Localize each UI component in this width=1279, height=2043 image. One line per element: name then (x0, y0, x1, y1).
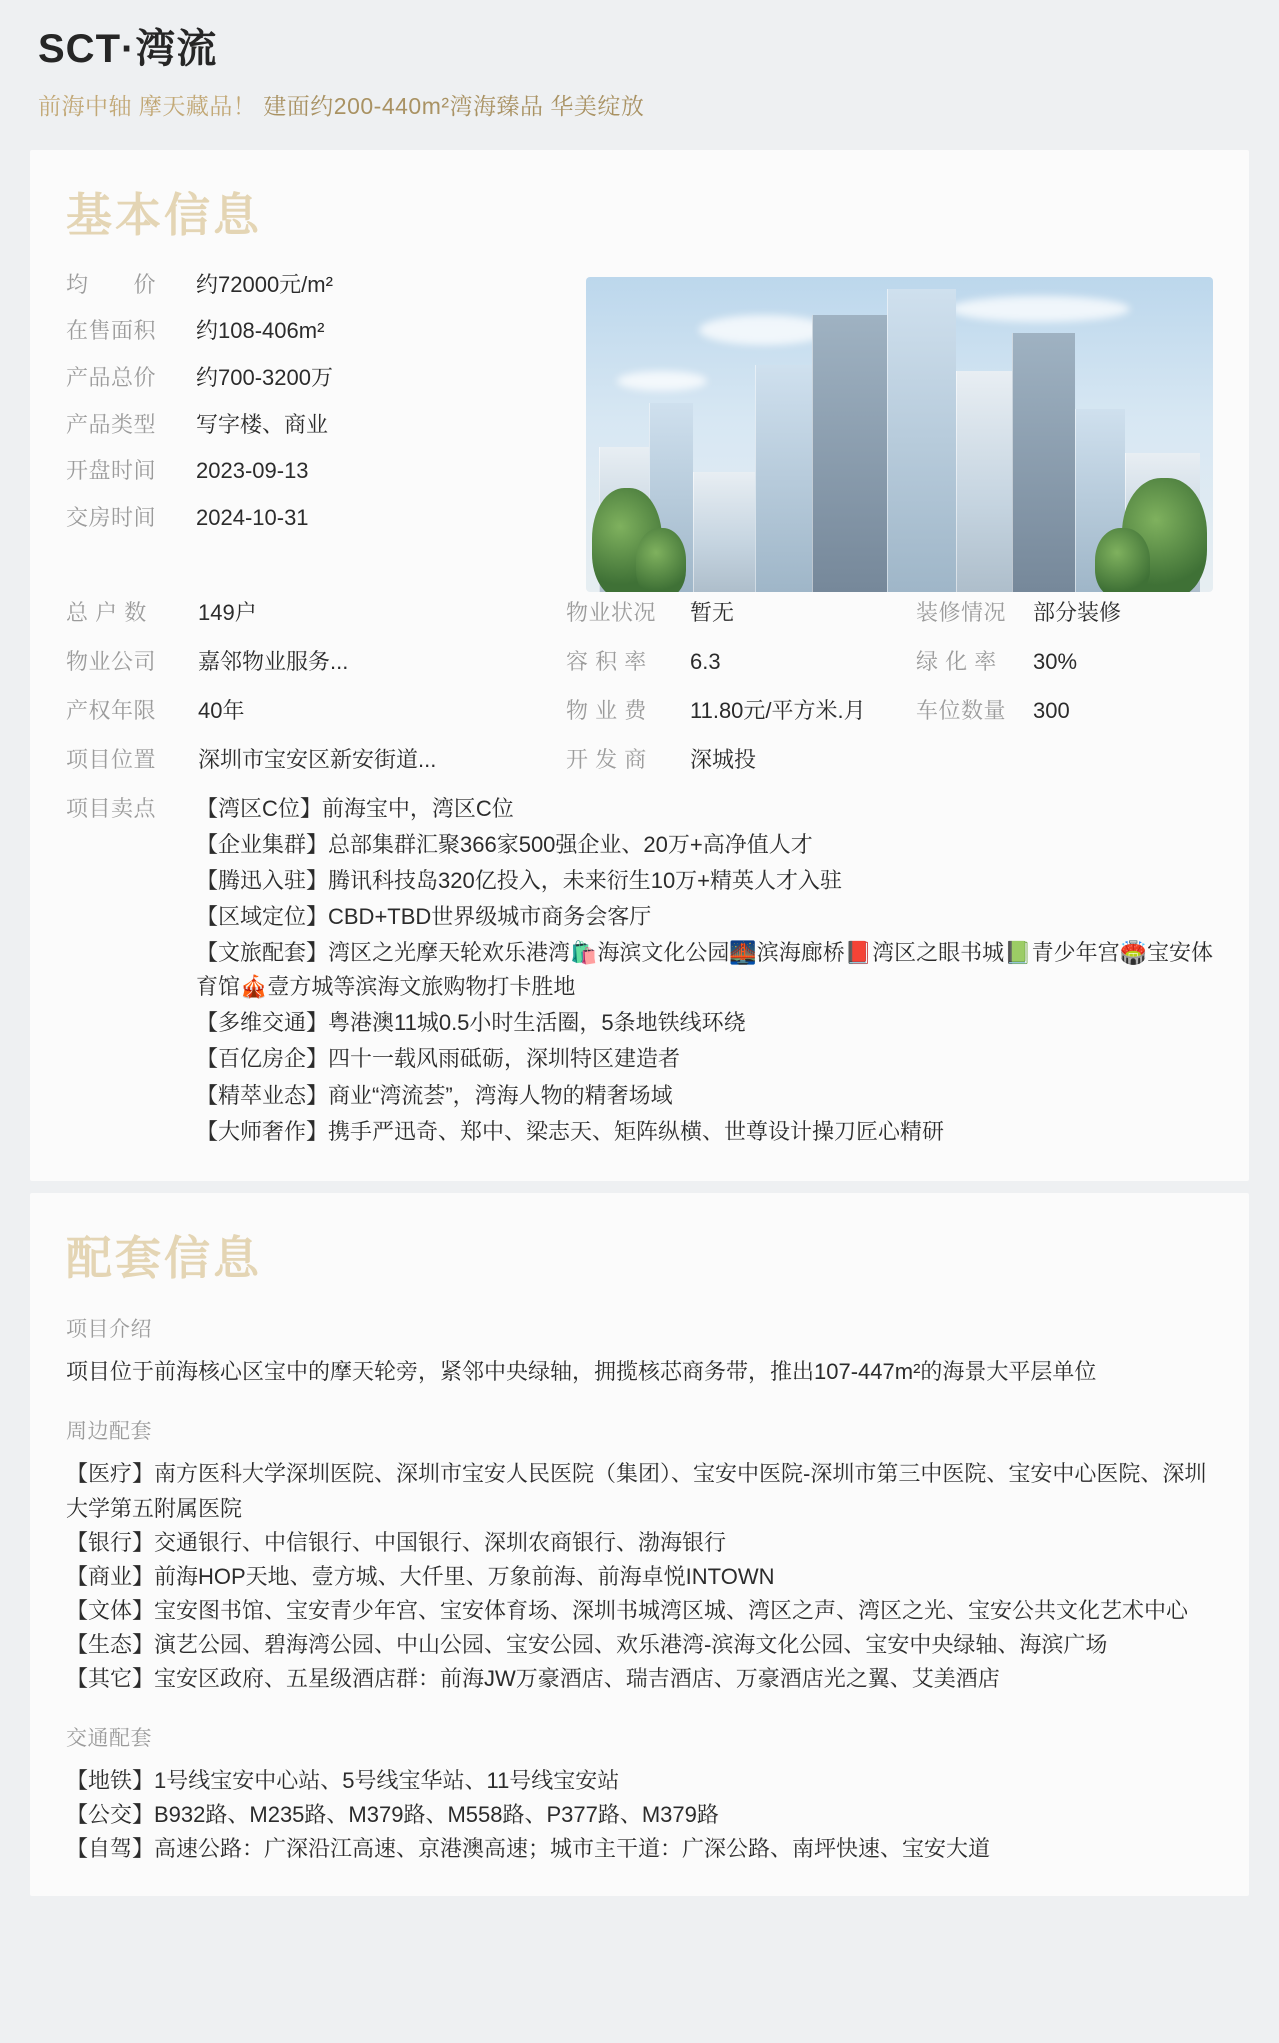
selling-point-item: 【湾区C位】前海宝中，湾区C位 (196, 795, 514, 821)
selling-points-label: 项目卖点 (66, 795, 157, 821)
selling-point-item: 【精萃业态】商业“湾流荟”，湾海人物的精奢场域 (196, 1082, 673, 1108)
stat-property-status-label: 物业状况 (566, 599, 657, 625)
basic-info-stat-grid (66, 596, 1213, 774)
stat-developer-value: 深城投 (690, 746, 757, 772)
field-total-price-value: 约700-3200万 (196, 364, 333, 390)
stat-parking-count-label: 车位数量 (916, 697, 1007, 723)
selling-point-item: 【百亿房企】四十一载风雨砥砺，深圳特区建造者 (196, 1046, 681, 1072)
stat-property-company (66, 645, 566, 676)
selling-points-body (186, 792, 1213, 1151)
project-intro-text: 项目位于前海核心区宝中的摩天轮旁，紧邻中央绿轴，拥揽核芯商务带，推出107-447m²的海景大平层单位 (66, 1359, 1097, 1385)
stat-total-units (66, 596, 566, 627)
basic-info-top (66, 271, 1213, 592)
stat-developer (566, 743, 916, 774)
basic-info-card (30, 150, 1249, 1181)
around-facility-item: 【文体】宝安图书馆、宝安青少年宫、宝安体育场、深圳书城湾区城、湾区之声、湾区之光、宝安公共文化艺术中心 (66, 1597, 1189, 1623)
facility-info-title: 配套信息 (66, 1231, 262, 1284)
around-facility-item: 【商业】前海HOP天地、壹方城、大仟里、万象前海、前海卓悦INTOWN (66, 1563, 775, 1589)
field-delivery-date-label: 交房时间 (66, 504, 157, 530)
project-rendering-image (586, 277, 1213, 592)
stat-property-right-years (66, 694, 566, 725)
stat-row (66, 596, 1213, 627)
subtitle-part-a: 前海中轴 摩天藏品！ (38, 93, 257, 119)
traffic-facility-item: 【自驾】高速公路：广深沿江高速、京港澳高速；城市主干道：广深公路、南坪快速、宝安大道 (66, 1836, 991, 1862)
project-rendering (586, 277, 1213, 592)
stat-decoration-label: 装修情况 (916, 599, 1007, 625)
stat-property-right-years-value: 40年 (198, 697, 245, 723)
stat-plot-ratio-label: 容 积 率 (566, 648, 647, 674)
field-price (66, 271, 566, 300)
stat-project-location-label: 项目位置 (66, 746, 157, 772)
stat-property-company-label: 物业公司 (66, 648, 157, 674)
field-delivery-date-value: 2024-10-31 (196, 504, 309, 530)
selling-points (66, 792, 1213, 1151)
around-facility-item: 【其它】宝安区政府、五星级酒店群：前海JW万豪酒店、瑞吉酒店、万豪酒店光之翼、艾美酒店 (66, 1665, 1000, 1691)
selling-point-item: 【腾迅入驻】腾讯科技岛320亿投入，未来衍生10万+精英人才入驻 (196, 867, 843, 893)
stat-row (66, 743, 1213, 774)
field-product-type-value: 写字楼、商业 (196, 411, 329, 437)
page-title: SCT·湾流 (38, 27, 218, 71)
field-total-price-label: 产品总价 (66, 364, 157, 390)
page-header (0, 0, 1279, 138)
stat-developer-label: 开 发 商 (566, 746, 647, 772)
stat-property-right-years-label: 产权年限 (66, 697, 157, 723)
field-area-label: 在售面积 (66, 318, 157, 344)
selling-point-item: 【企业集群】总部集群汇聚366家500强企业、20万+高净值人才 (196, 831, 813, 857)
selling-point-item: 【文旅配套】湾区之光摩天轮欢乐港湾🛍️海滨文化公园🌉滨海廊桥📕湾区之眼书城📗青少年宫🏟️宝安体育馆🎪壹方城等滨海文旅购物打卡胜地 (196, 940, 1213, 1000)
field-product-type-label: 产品类型 (66, 411, 157, 437)
stat-row (66, 645, 1213, 676)
stat-parking-count (916, 694, 1213, 725)
stat-total-units-label: 总 户 数 (66, 599, 147, 625)
stat-total-units-value: 149户 (198, 599, 257, 625)
stat-property-fee-label: 物 业 费 (566, 697, 647, 723)
field-price-label: 均 价 (66, 271, 157, 297)
traffic-facility-item: 【公交】B932路、M235路、M379路、M558路、P377路、M379路 (66, 1802, 719, 1828)
stat-decoration (916, 596, 1213, 627)
field-open-date-value: 2023-09-13 (196, 458, 309, 484)
field-price-value: 约72000元/m² (196, 271, 333, 297)
stat-property-fee-value: 11.80元/平方米.月 (690, 697, 866, 723)
traffic-facility-item: 【地铁】1号线宝安中心站、5号线宝华站、11号线宝安站 (66, 1768, 620, 1794)
page-subtitle (38, 90, 1241, 122)
stat-property-status-value: 暂无 (690, 599, 735, 625)
field-product-type (66, 411, 566, 440)
project-intro-label: 项目介绍 (66, 1318, 152, 1342)
field-area (66, 317, 566, 346)
basic-info-fields (66, 271, 566, 551)
stat-green-ratio-label: 绿 化 率 (916, 648, 997, 674)
field-total-price (66, 364, 566, 393)
stat-plot-ratio-value: 6.3 (690, 648, 721, 674)
field-area-value: 约108-406m² (196, 318, 325, 344)
stat-row (66, 694, 1213, 725)
facility-info-card (30, 1193, 1249, 1897)
field-delivery-date (66, 504, 566, 533)
around-facility-item: 【银行】交通银行、中信银行、中国银行、深圳农商银行、渤海银行 (66, 1529, 727, 1555)
stat-property-fee (566, 694, 916, 725)
selling-point-item: 【区域定位】CBD+TBD世界级城市商务会客厅 (196, 904, 652, 930)
field-open-date-label: 开盘时间 (66, 458, 157, 484)
stat-project-location-value: 深圳市宝安区新安街道... (198, 746, 437, 772)
basic-info-title: 基本信息 (66, 189, 262, 242)
selling-point-item: 【多维交通】粤港澳11城0.5小时生活圈，5条地铁线环绕 (196, 1010, 746, 1036)
around-facility-item: 【生态】演艺公园、碧海湾公园、中山公园、宝安公园、欢乐港湾-滨海文化公园、宝安中央绿轴、海滨广场 (66, 1631, 1108, 1657)
stat-property-status (566, 596, 916, 627)
selling-point-item: 【大师奢作】携手严迅奇、郑中、梁志天、矩阵纵横、世尊设计操刀匠心精研 (196, 1118, 945, 1144)
around-facility-item: 【医疗】南方医科大学深圳医院、深圳市宝安人民医院（集团）、宝安中医院-深圳市第三中医院、宝安中心医院、深圳大学第五附属医院 (66, 1461, 1207, 1521)
traffic-facility-label: 交通配套 (66, 1727, 152, 1751)
stat-parking-count-value: 300 (1033, 697, 1070, 723)
stat-green-ratio (916, 645, 1213, 676)
around-facility-label: 周边配套 (66, 1420, 152, 1444)
stat-decoration-value: 部分装修 (1033, 599, 1122, 625)
stat-green-ratio-value: 30% (1033, 648, 1078, 674)
stat-property-company-value: 嘉邻物业服务... (198, 648, 349, 674)
subtitle-part-b: 建面约200-440m²湾海臻品 华美绽放 (263, 93, 645, 119)
stat-project-location (66, 743, 566, 774)
field-open-date (66, 457, 566, 486)
stat-plot-ratio (566, 645, 916, 676)
